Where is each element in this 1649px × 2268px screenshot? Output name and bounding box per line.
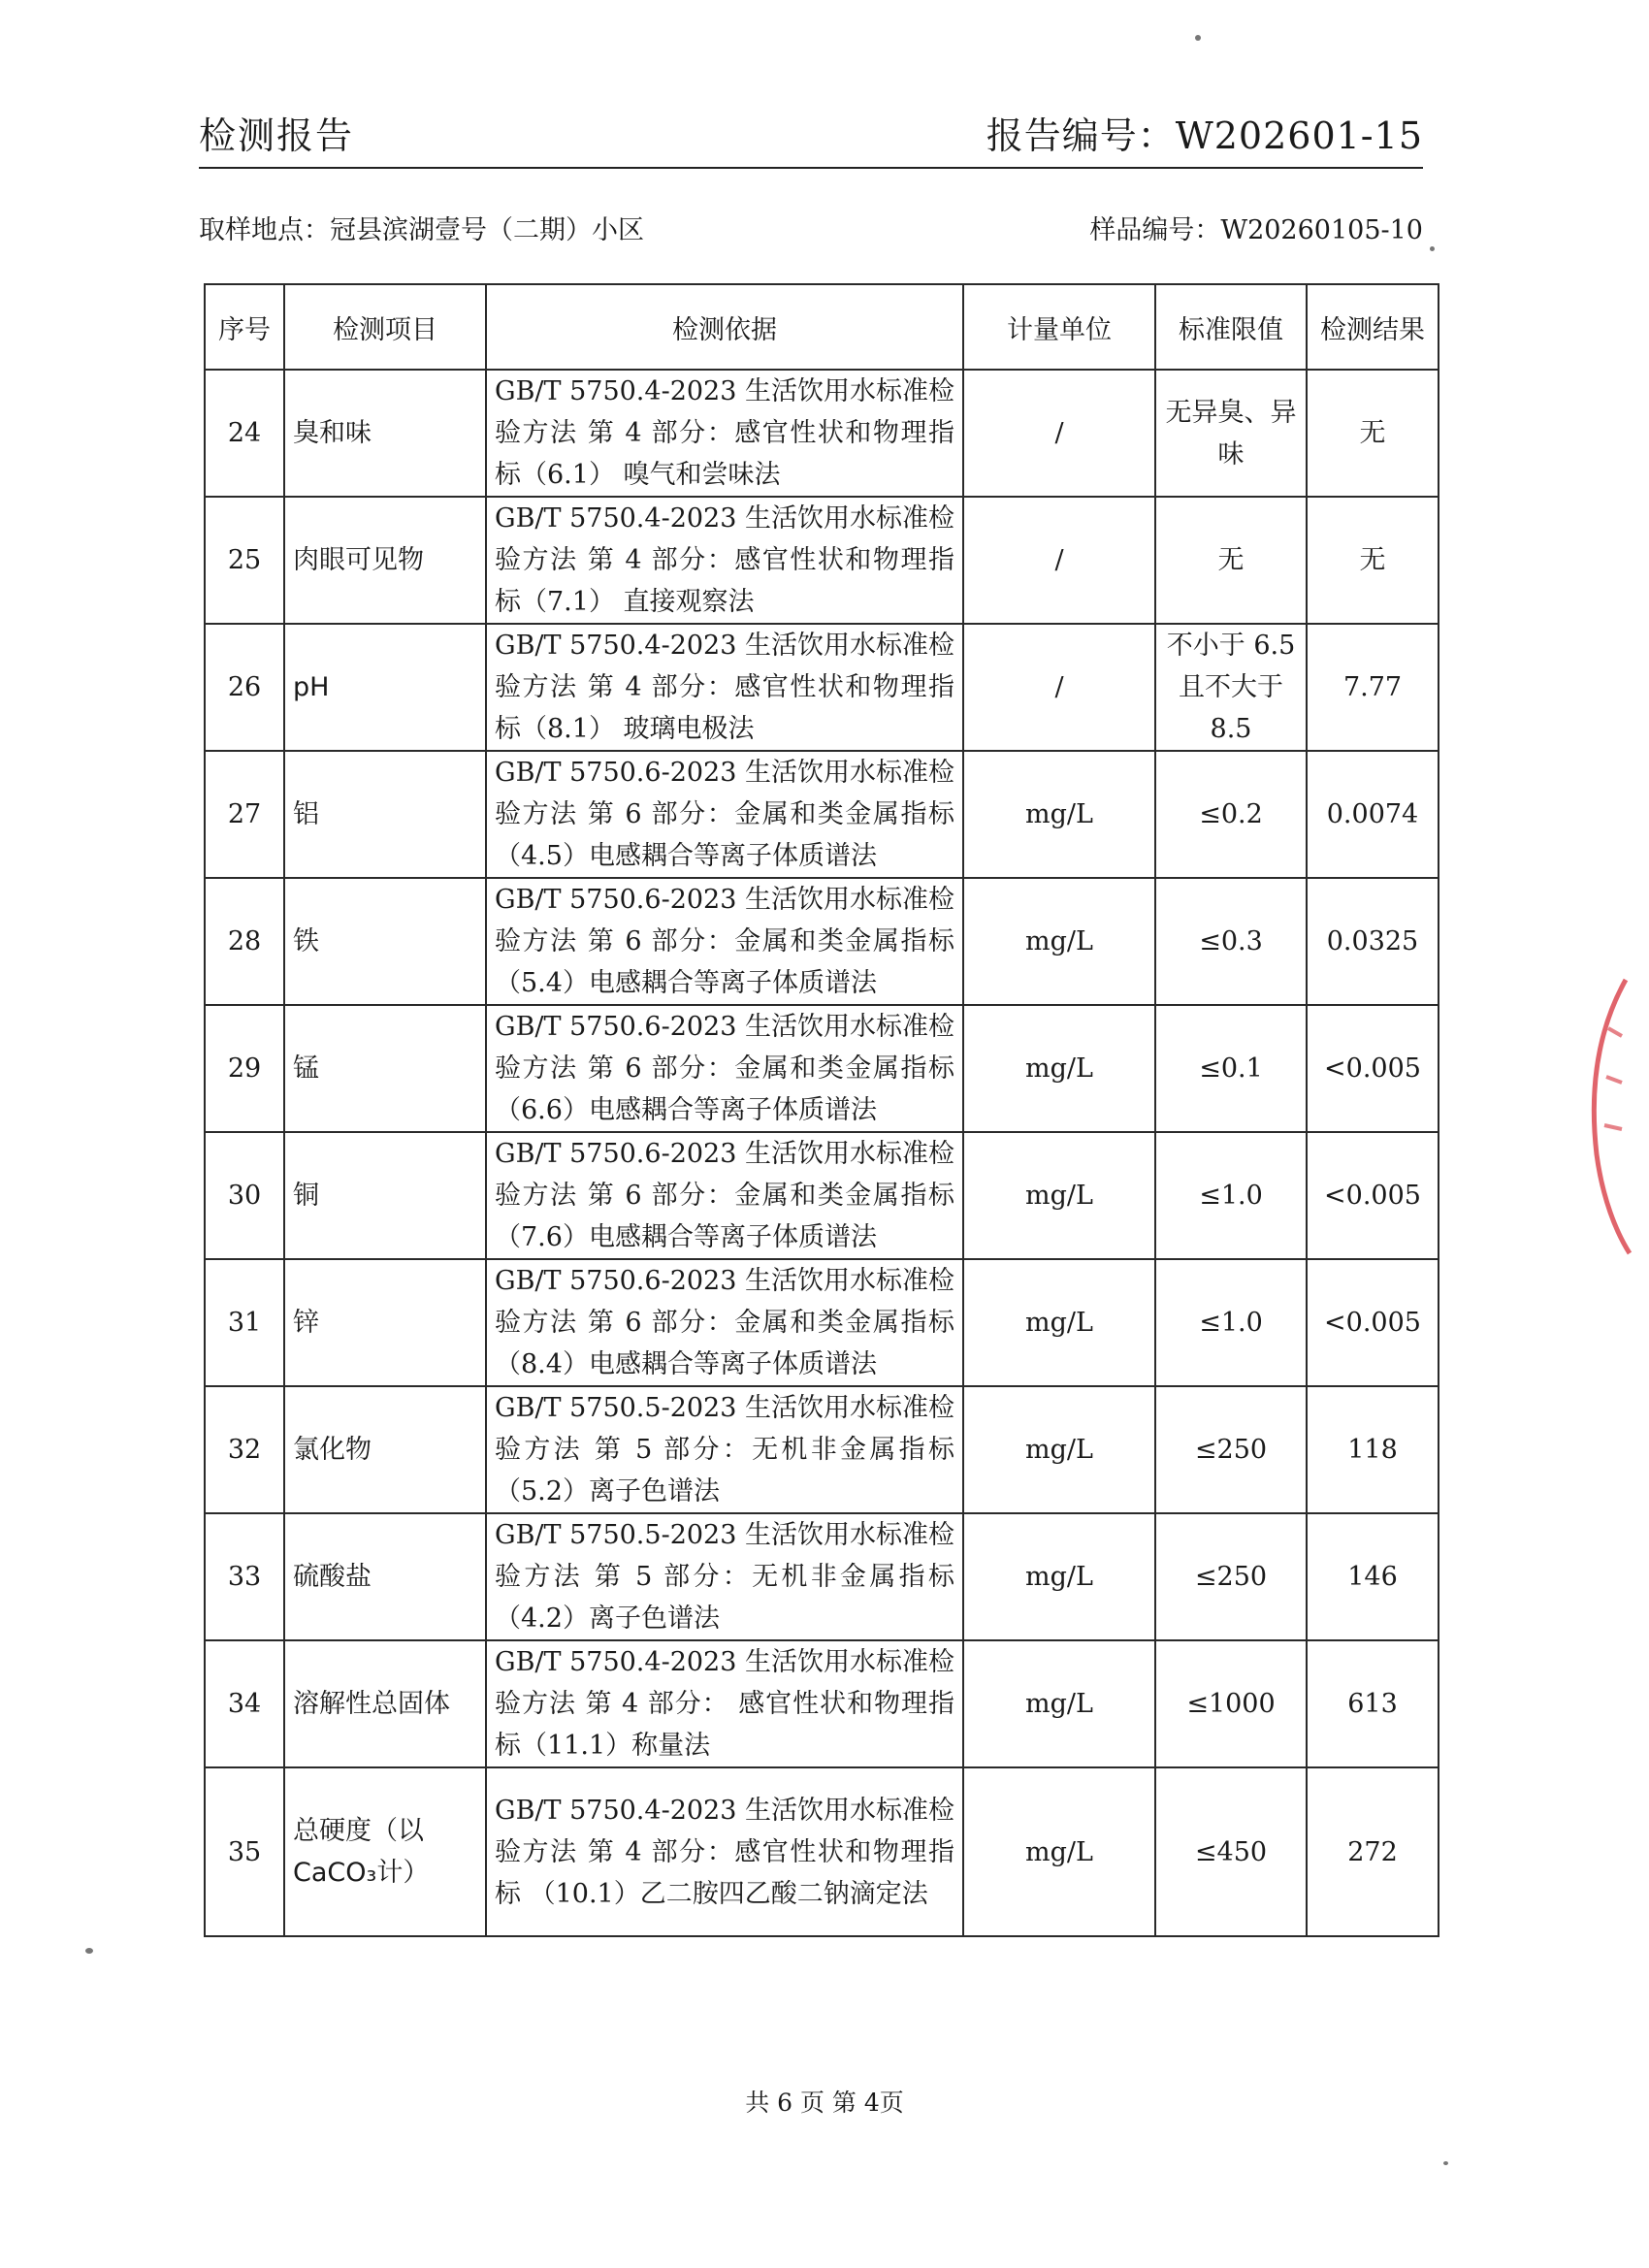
cell-no: 25 xyxy=(205,497,284,624)
table-row xyxy=(205,1513,1439,1640)
cell-limit: 不小于 6.5 且不大于 8.5 xyxy=(1155,624,1307,751)
sampling-location: 取样地点：冠县滨湖壹号（二期）小区 xyxy=(199,215,644,245)
cell-unit: / xyxy=(963,370,1155,497)
scan-speck xyxy=(1195,35,1201,41)
cell-result: 7.77 xyxy=(1307,624,1439,751)
cell-result: 0.0074 xyxy=(1307,751,1439,878)
cell-limit: ≤250 xyxy=(1155,1386,1307,1513)
cell-limit: ≤0.1 xyxy=(1155,1005,1307,1132)
column-header-no: 序号 xyxy=(205,284,284,370)
red-seal-fragment xyxy=(1579,970,1637,1261)
scan-speck xyxy=(85,1948,93,1954)
cell-method: GB/T 5750.5-2023 生活饮用水标准检验方法 第 5 部分：无机非金属指标（5.2）离子色谱法 xyxy=(486,1386,963,1513)
cell-method: GB/T 5750.6-2023 生活饮用水标准检验方法 第 6 部分：金属和类金属指标（4.5）电感耦合等离子体质谱法 xyxy=(486,751,963,878)
table-row xyxy=(205,751,1439,878)
column-header-unit: 计量单位 xyxy=(963,284,1155,370)
page-footer: 共 6 页 第 4页 xyxy=(745,2089,904,2117)
table-row xyxy=(205,1640,1439,1767)
report-number: 报告编号：W202601-15 xyxy=(986,114,1423,157)
table-row xyxy=(205,497,1439,624)
cell-result: <0.005 xyxy=(1307,1005,1439,1132)
cell-limit: ≤0.3 xyxy=(1155,878,1307,1005)
cell-result: 118 xyxy=(1307,1386,1439,1513)
cell-result: <0.005 xyxy=(1307,1132,1439,1259)
column-header-result: 检测结果 xyxy=(1307,284,1439,370)
scan-speck xyxy=(1443,2161,1448,2165)
cell-result: 613 xyxy=(1307,1640,1439,1767)
cell-method: GB/T 5750.5-2023 生活饮用水标准检验方法 第 5 部分：无机非金属指标（4.2）离子色谱法 xyxy=(486,1513,963,1640)
cell-unit: mg/L xyxy=(963,1132,1155,1259)
cell-no: 27 xyxy=(205,751,284,878)
cell-item: 铁 xyxy=(284,878,486,1005)
table-row xyxy=(205,1259,1439,1386)
cell-limit: 无异臭、异味 xyxy=(1155,370,1307,497)
cell-unit: mg/L xyxy=(963,1513,1155,1640)
cell-unit: mg/L xyxy=(963,1259,1155,1386)
cell-limit: ≤1.0 xyxy=(1155,1132,1307,1259)
cell-item: 臭和味 xyxy=(284,370,486,497)
cell-result: <0.005 xyxy=(1307,1259,1439,1386)
cell-item: 总硬度（以CaCO₃计） xyxy=(284,1767,486,1936)
cell-method: GB/T 5750.6-2023 生活饮用水标准检验方法 第 6 部分：金属和类金属指标（7.6）电感耦合等离子体质谱法 xyxy=(486,1132,963,1259)
cell-item: 肉眼可见物 xyxy=(284,497,486,624)
cell-method: GB/T 5750.4-2023 生活饮用水标准检验方法 第 4 部分：感官性状和物理指标 （10.1）乙二胺四乙酸二钠滴定法 xyxy=(486,1767,963,1936)
table-header-row xyxy=(205,284,1439,370)
sample-number: 样品编号：W20260105-10 xyxy=(1089,215,1423,245)
cell-result: 272 xyxy=(1307,1767,1439,1936)
cell-no: 31 xyxy=(205,1259,284,1386)
cell-unit: / xyxy=(963,624,1155,751)
cell-unit: mg/L xyxy=(963,751,1155,878)
cell-no: 28 xyxy=(205,878,284,1005)
cell-no: 24 xyxy=(205,370,284,497)
table-row xyxy=(205,1767,1439,1936)
report-header xyxy=(199,97,1423,169)
cell-unit: mg/L xyxy=(963,1640,1155,1767)
cell-no: 35 xyxy=(205,1767,284,1936)
cell-unit: mg/L xyxy=(963,1767,1155,1936)
cell-item: 溶解性总固体 xyxy=(284,1640,486,1767)
cell-item: 锰 xyxy=(284,1005,486,1132)
cell-limit: ≤250 xyxy=(1155,1513,1307,1640)
cell-result: 0.0325 xyxy=(1307,878,1439,1005)
cell-result: 146 xyxy=(1307,1513,1439,1640)
cell-result: 无 xyxy=(1307,370,1439,497)
cell-unit: mg/L xyxy=(963,878,1155,1005)
cell-item: pH xyxy=(284,624,486,751)
cell-method: GB/T 5750.6-2023 生活饮用水标准检验方法 第 6 部分：金属和类金属指标（5.4）电感耦合等离子体质谱法 xyxy=(486,878,963,1005)
cell-method: GB/T 5750.4-2023 生活饮用水标准检验方法 第 4 部分： 感官性状和物理指标（11.1）称量法 xyxy=(486,1640,963,1767)
cell-limit: ≤0.2 xyxy=(1155,751,1307,878)
cell-method: GB/T 5750.4-2023 生活饮用水标准检验方法 第 4 部分：感官性状和物理指标（6.1） 嗅气和尝味法 xyxy=(486,370,963,497)
cell-item: 铜 xyxy=(284,1132,486,1259)
table-row xyxy=(205,1132,1439,1259)
cell-method: GB/T 5750.6-2023 生活饮用水标准检验方法 第 6 部分：金属和类金属指标（8.4）电感耦合等离子体质谱法 xyxy=(486,1259,963,1386)
cell-item: 铝 xyxy=(284,751,486,878)
cell-item: 氯化物 xyxy=(284,1386,486,1513)
column-header-limit: 标准限值 xyxy=(1155,284,1307,370)
cell-unit: / xyxy=(963,497,1155,624)
cell-no: 29 xyxy=(205,1005,284,1132)
table-row xyxy=(205,370,1439,497)
cell-no: 34 xyxy=(205,1640,284,1767)
sample-meta xyxy=(199,209,1423,247)
cell-no: 26 xyxy=(205,624,284,751)
cell-limit: ≤1.0 xyxy=(1155,1259,1307,1386)
results-table xyxy=(204,283,1439,1937)
cell-method: GB/T 5750.4-2023 生活饮用水标准检验方法 第 4 部分：感官性状和物理指标（8.1） 玻璃电极法 xyxy=(486,624,963,751)
table-row xyxy=(205,624,1439,751)
cell-no: 33 xyxy=(205,1513,284,1640)
report-title: 检测报告 xyxy=(199,114,355,157)
cell-limit: ≤1000 xyxy=(1155,1640,1307,1767)
cell-unit: mg/L xyxy=(963,1386,1155,1513)
cell-result: 无 xyxy=(1307,497,1439,624)
cell-item: 锌 xyxy=(284,1259,486,1386)
column-header-item: 检测项目 xyxy=(284,284,486,370)
table-row xyxy=(205,1005,1439,1132)
cell-unit: mg/L xyxy=(963,1005,1155,1132)
cell-item: 硫酸盐 xyxy=(284,1513,486,1640)
scan-speck xyxy=(1430,246,1435,251)
cell-limit: ≤450 xyxy=(1155,1767,1307,1936)
cell-limit: 无 xyxy=(1155,497,1307,624)
cell-no: 30 xyxy=(205,1132,284,1259)
cell-no: 32 xyxy=(205,1386,284,1513)
cell-method: GB/T 5750.6-2023 生活饮用水标准检验方法 第 6 部分：金属和类金属指标（6.6）电感耦合等离子体质谱法 xyxy=(486,1005,963,1132)
column-header-method: 检测依据 xyxy=(486,284,963,370)
table-row xyxy=(205,878,1439,1005)
cell-method: GB/T 5750.4-2023 生活饮用水标准检验方法 第 4 部分：感官性状和物理指标（7.1） 直接观察法 xyxy=(486,497,963,624)
table-row xyxy=(205,1386,1439,1513)
